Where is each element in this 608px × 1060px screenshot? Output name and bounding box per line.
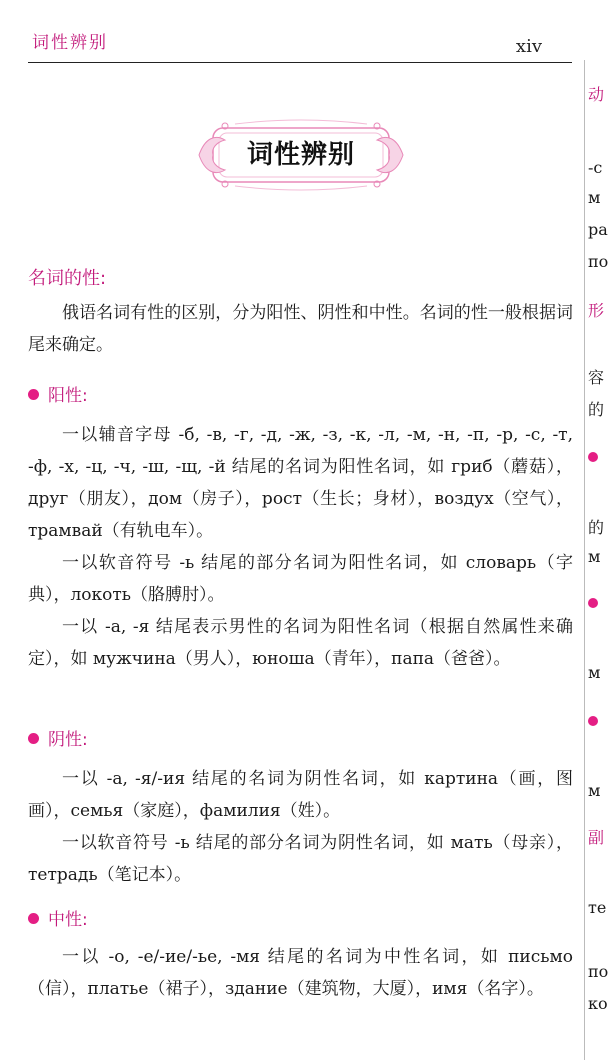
adjacent-page-fragment: м [588,547,601,566]
bullet-icon [588,452,598,462]
page-header [28,22,572,63]
adjacent-page-fragment: 副 [588,828,605,847]
section-heading: 名词的性: [28,268,107,289]
running-title: 词性辨别 [32,33,108,53]
page-number: xiv [515,36,542,57]
masculine-heading [28,381,88,406]
adjacent-page-fragment: м [588,188,601,207]
adjacent-page-fragment: м [588,663,601,682]
adjacent-page-fragment: -с [588,158,603,177]
adjacent-page-fragment: по [588,252,608,271]
adjacent-page-fragment: 形 [588,301,605,320]
adjacent-page-fragment: те [588,898,607,917]
masculine-heading-label: 阳性: [48,386,88,406]
adjacent-page-fragment: 的 [588,518,605,537]
adjacent-page-fragment: м [588,781,601,800]
bullet-icon [588,716,598,726]
feminine-heading-label: 阴性: [48,730,88,750]
masculine-paragraph-1: 一以辅音字母 -б, -в, -г, -д, -ж, -з, -к, -л, -м, -н, -п, -р, -с, -т, -ф, -х, -ц, -ч, -ш, -щ, -й 结尾的名词为阳性名词，如 гриб（蘑菇），друг（朋友），дом（房子），рост（生长；身材），воздух（空气），трамвай（有轨电车）。 [28,425,573,541]
adjacent-page-fragment: 的 [588,400,605,419]
adjacent-page-fragment: 容 [588,368,605,387]
bullet-icon [28,389,39,400]
masculine-paragraph-2: 一以软音符号 -ь 结尾的部分名词为阳性名词，如 словарь（字典），локоть（胳膊肘）。 [28,553,573,605]
feminine-paragraph-1: 一以 -а, -я/-ия 结尾的名词为阴性名词，如 картина（画，图画），семья（家庭），фамилия（姓）。 [28,769,573,821]
adjacent-page-fragment: 动 [588,85,605,104]
adjacent-page-fragment: по [588,962,608,981]
adjacent-page-fragment: ра [588,220,608,239]
masculine-paragraph-3: 一以 -а, -я 结尾表示男性的名词为阳性名词（根据自然属性来确定），如 мужчина（男人），юноша（青年），папа（爸爸）。 [28,617,573,669]
adjacent-page-fragment: ко [588,994,608,1013]
feminine-paragraph-2: 一以软音符号 -ь 结尾的部分名词为阴性名词，如 мать（母亲），тетрадь（笔记本）。 [28,833,573,885]
title-banner [195,118,407,192]
neuter-heading-label: 中性: [48,910,88,930]
chapter-title: 词性辨别 [246,140,355,170]
bullet-icon [28,733,39,744]
adjacent-page-edge [584,60,608,1060]
feminine-heading [28,725,88,750]
bullet-icon [588,598,598,608]
intro-paragraph: 俄语名词有性的区别，分为阳性、阴性和中性。名词的性一般根据词尾来确定。 [28,303,573,355]
neuter-paragraph-1: 一以 -о, -е/-ие/-ье, -мя 结尾的名词为中性名词，如 письмо（信），платье（裙子），здание（建筑物，大厦），имя（名字）。 [28,947,573,999]
neuter-heading [28,905,88,930]
bullet-icon [28,913,39,924]
